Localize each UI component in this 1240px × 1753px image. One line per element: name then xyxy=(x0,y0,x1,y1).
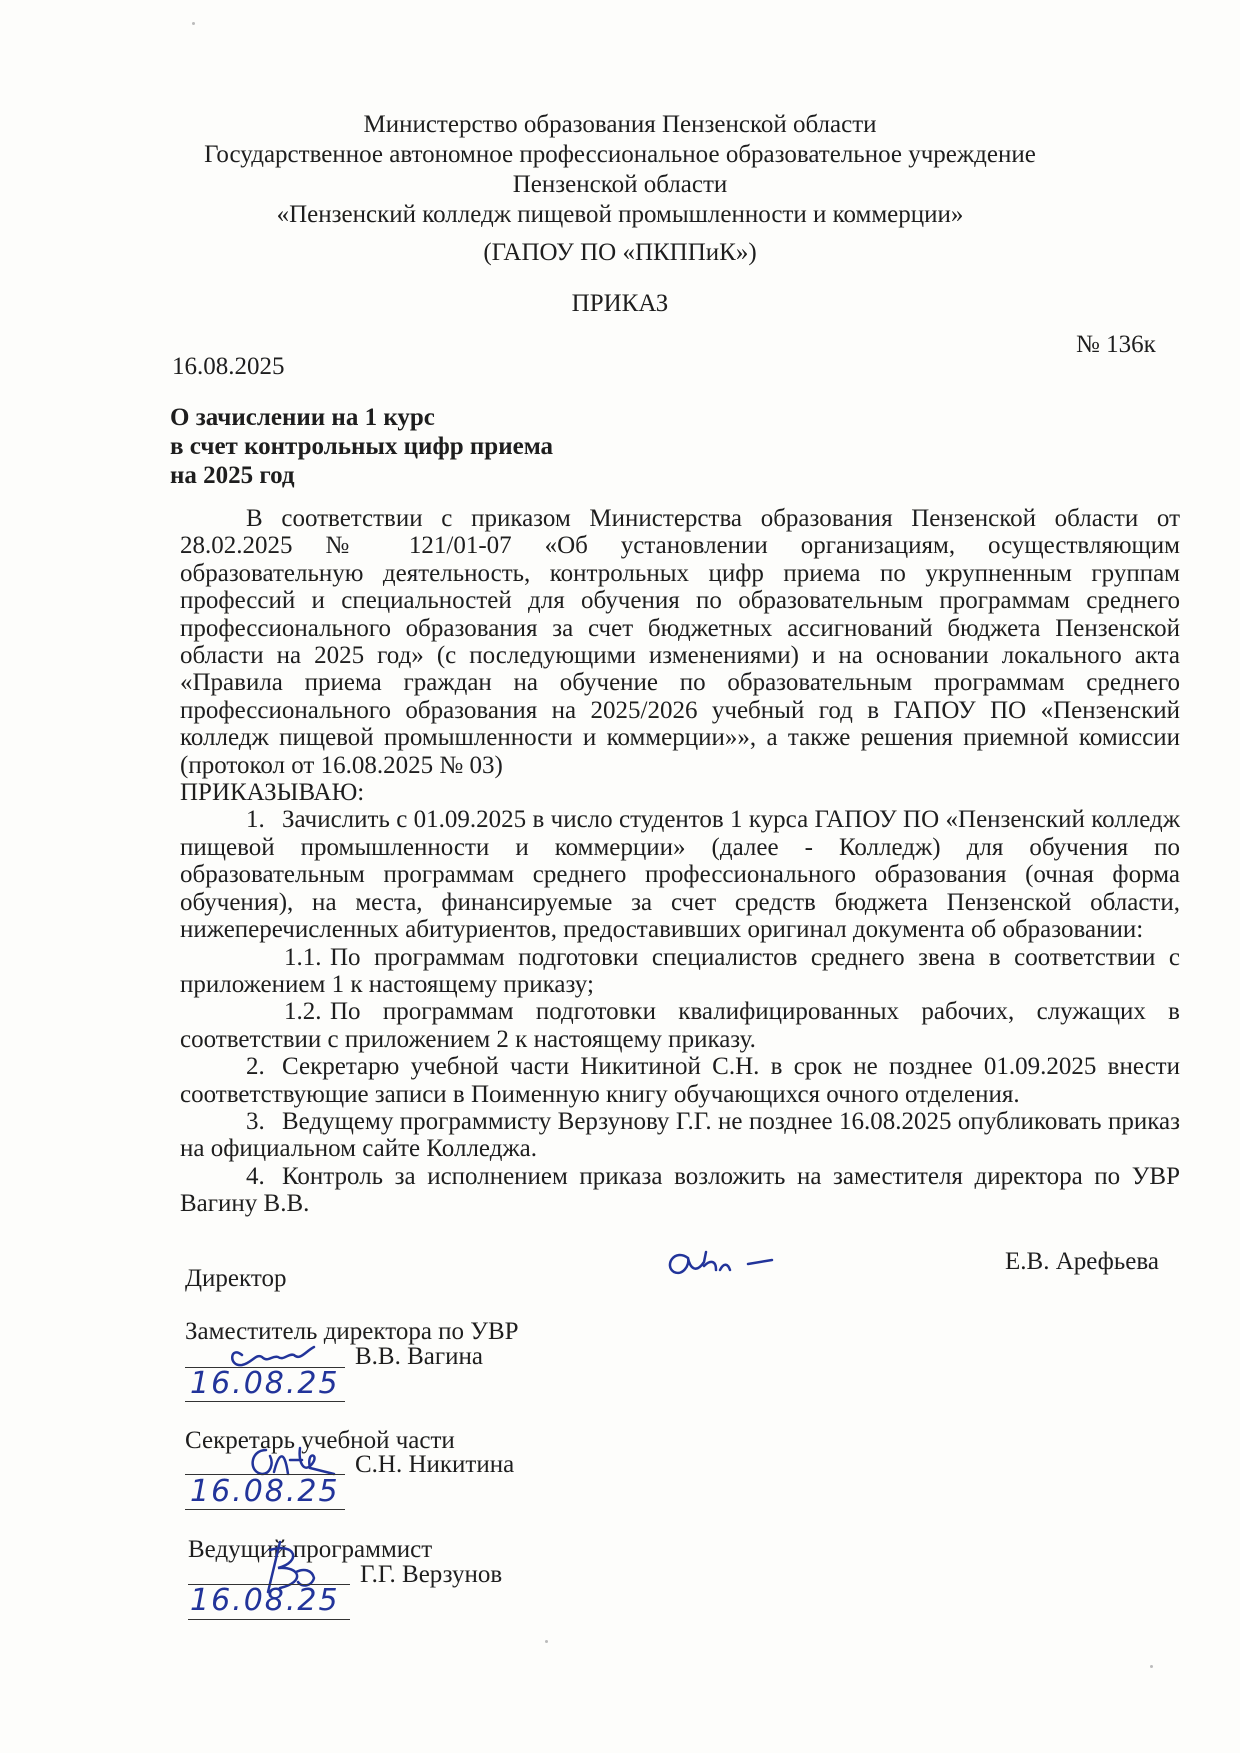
item-text: По программам подготовки специалистов среднего звена в соответствии с приложением 1 к настоящему приказу; xyxy=(180,943,1180,998)
item-number: 4. xyxy=(246,1162,265,1190)
signature-line xyxy=(188,1619,350,1620)
approval-title: Ведущий программист xyxy=(188,1536,433,1563)
order-word: ПРИКАЗЫВАЮ: xyxy=(180,779,365,807)
subject-line-1: О зачислении на 1 курс xyxy=(170,404,435,431)
order-item-3 xyxy=(180,1108,1180,1163)
subject-line-2: в счет контрольных цифр приема xyxy=(170,433,554,460)
approval-name: С.Н. Никитина xyxy=(355,1451,515,1478)
item-number: 1.2. xyxy=(284,998,322,1026)
approval-name: Г.Г. Верзунов xyxy=(360,1561,503,1588)
order-item-1-1 xyxy=(180,944,1180,999)
item-text: Секретарю учебной части Никитиной С.Н. в срок не позднее 01.09.2025 внести соответствующие записи в Поименную книгу обучающихся очного отделения. xyxy=(180,1053,1180,1108)
item-text: Зачислить с 01.09.2025 в число студентов 1 курса ГАПОУ ПО «Пензенский колледж пищевой промышленности и коммерции» (далее - Колледж) для обучения по образовательным программам среднего профессионального образования (очная форма обучения), на места, финансируемые за счет средств бюджета Пензенской области, нижеперечисленных абитуриентов, предоставивших оригинал документа об образовании: xyxy=(180,806,1180,944)
item-number: 3. xyxy=(246,1107,265,1135)
item-text: Ведущему программисту Верзунову Г.Г. не позднее 16.08.2025 опубликовать приказ на официальном сайте Колледжа. xyxy=(180,1107,1180,1163)
director-signature xyxy=(660,1240,780,1290)
item-number: 1. xyxy=(246,806,265,834)
document-type: ПРИКАЗ xyxy=(571,290,669,317)
approval-date: 16.08.25 xyxy=(190,1474,340,1509)
order-item-4 xyxy=(180,1163,1180,1218)
item-number: 2. xyxy=(246,1053,265,1081)
approval-name: В.В. Вагина xyxy=(355,1343,483,1370)
approval-date: 16.08.25 xyxy=(190,1366,340,1401)
scan-speck xyxy=(1150,1665,1153,1668)
approval-title: Заместитель директора по УВР xyxy=(185,1318,519,1345)
order-date: 16.08.2025 xyxy=(172,353,285,380)
approval-date: 16.08.25 xyxy=(190,1583,340,1618)
signature-line xyxy=(185,1401,345,1402)
institution-name: «Пензенский колледж пищевой промышленности и коммерции» xyxy=(276,201,964,228)
item-text: Контроль за исполнением приказа возложить на заместителя директора по УВР Вагину В.В. xyxy=(180,1162,1180,1218)
scan-speck xyxy=(192,22,195,25)
item-number: 1.1. xyxy=(284,943,322,971)
order-item-1 xyxy=(180,806,1180,943)
institution-abbreviation: (ГАПОУ ПО «ПКППиК») xyxy=(483,239,757,266)
order-item-2 xyxy=(180,1053,1180,1108)
institution-line-2: Пензенской области xyxy=(512,171,728,198)
subject-line-3: на 2025 год xyxy=(170,462,295,489)
order-number: № 136к xyxy=(1076,331,1156,358)
item-text: По программам подготовки квалифицированных рабочих, служащих в соответствии с приложением 2 к настоящему приказу. xyxy=(180,998,1180,1053)
signature-line xyxy=(185,1509,345,1510)
institution-line-1: Государственное автономное профессиональное образовательное учреждение xyxy=(204,141,1036,168)
approval-title: Секретарь учебной части xyxy=(185,1427,455,1454)
order-body xyxy=(180,505,1180,1218)
order-item-1-2 xyxy=(180,998,1180,1053)
director-name: Е.В. Арефьева xyxy=(1005,1248,1159,1275)
ministry-name: Министерство образования Пензенской области xyxy=(363,111,877,138)
scan-speck xyxy=(545,1640,548,1643)
director-title: Директор xyxy=(185,1265,287,1292)
preamble-paragraph: В соответствии с приказом Министерства образования Пензенской области от 28.02.2025 № 121/01-07 «Об установлении организациям, осуществляющим образовательную деятельность, контрольных цифр приема по укрупненным группам профессий и специальностей для обучения по образовательным программам среднего профессионального образования за счет бюджетных ассигнований бюджета Пензенской области на 2025 год» (с последующими изменениями) и на основании локального акта «Правила приема граждан на обучение по образовательным программам среднего профессионального образования на 2025/2026 учебный год в ГАПОУ ПО «Пензенский колледж пищевой промышленности и коммерции»», а также решения приемной комиссии (протокол от 16.08.2025 № 03) xyxy=(180,505,1180,779)
